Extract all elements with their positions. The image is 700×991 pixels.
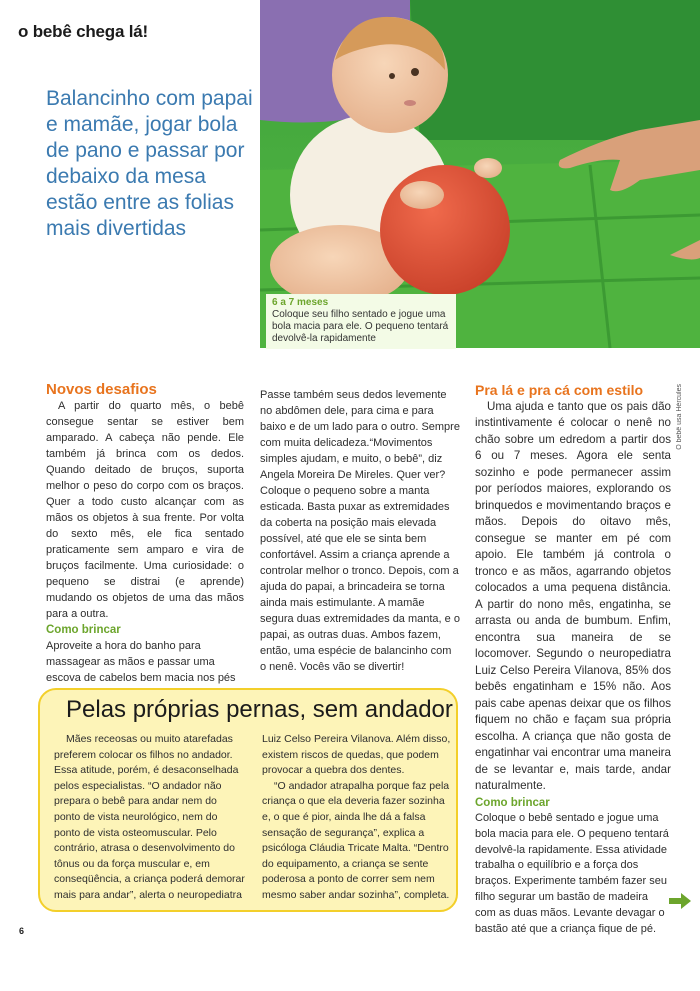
box-column-1 (54, 732, 246, 904)
page-number: 6 (19, 926, 25, 936)
column-1 (46, 382, 244, 702)
column-2-body: Passe também seus dedos levemente no abdômen dele, para cima e para baixo e de um lado para o outro. Sempre com muita delicadeza.“Movimentos simples ajudam, e muito, o bebê”, diz Angela Moreira De Mireles. Quer ver? Coloque o pequeno sobre a manta esticada. Basta puxar as extremidades da coberta na posição mais elevada possível, até que ele se sinta bem confortável. Assim a criança aprende a controlar melhor o tronco. Depois, com a ajuda do papai, a brincadeira se torna ainda mais estimulante. A mamãe segura duas extremidades da manta, e o papai, as outras duas. Ambos fazem, então, uma espécie de balancinho com o nenê. Vocês vão se divertir! (260, 389, 460, 673)
heading-novos-desafios: Novos desafios (46, 381, 157, 398)
heading-pra-la-e-pra-ca: Pra lá e pra cá com estilo (475, 382, 644, 398)
column-3-body: Uma ajuda e tanto que os pais dão instintivamente é colocar o nenê no chão sobre um edredom a partir dos 6 ou 7 meses. Agora ele senta sozinho e pode permanecer assim por períodos maiores, explorando os brinquedos e movimentando braços e mãos. Depois do oitavo mês, consegue se manter em pé com apoio. Ele também já controla o tronco e as mãos, agarrando objetos colocados a uma pequena distância. A partir do nono mês, engatinha, se arrasta ou anda de bumbum. Enfim, encontra sua maneira de se locomover. Segundo o neuropediatra Luiz Celso Pereira Vilanova, 85% dos bebês engatinham e 15% não. Aos pais cabe apenas deixar que os filhos fiquem no chão e façam sua própria escolha. A criança que não gosta de engatinhar vai encontrar uma maneira de se levantar e, mais tarde, andar naturalmente. (475, 399, 671, 792)
photo-caption (266, 294, 456, 349)
right-arrow-icon[interactable] (668, 892, 692, 910)
column-2 (260, 387, 460, 675)
caption-text: Coloque seu filho sentado e jogue uma bola macia para ele. O pequeno tentará devolvê-la rapidamente (272, 309, 449, 344)
section-tag: o bebê chega lá! (18, 22, 149, 41)
caption-title: 6 a 7 meses (272, 297, 329, 308)
lead-text: Balancinho com papai e mamãe, jogar bola de pano e passar por debaixo da mesa estão entre as folias mais divertidas (46, 87, 253, 240)
box-column-2 (262, 732, 454, 904)
box-column-2-p1: Luiz Celso Pereira Vilanova. Além disso, existem riscos de quedas, que podem provocar a quebra dos dentes. (262, 733, 451, 777)
column-3 (475, 382, 671, 937)
tip-heading-1: Como brincar (46, 624, 121, 636)
photo-credit: O bebê usa Hércules (676, 384, 683, 450)
box-title: Pelas próprias pernas, sem andador (66, 696, 453, 723)
column-1-body: A partir do quarto mês, o bebê consegue sentar se estiver bem amparado. A cabeça não pende. Ele também já brinca com os dedos. Quando deitado de bruços, suporta melhor o peso do corpo com os braços. Quer a todo custo alcançar com as mãos os objetos à sua frente. Por volta do sexto mês, ele fica sentado praticamente sem amparo e vira de bruços facilmente. Uma curiosidade: o pequeno se distrai (e aprende) mudando os objetos de uma das mãos para a outra. (46, 400, 244, 620)
box-column-1-body: Mães receosas ou muito atarefadas preferem colocar os filhos no andador. Essa atitude, porém, é desaconselhada pelos especialistas. “O andador não prepara o bebê para andar nem do ponto de vista neurológico, nem do ponto de vista osteomuscular. Pelo contrário, atrasa o desenvolvimento do tônus ou da força muscular e, em conseqüência, a criança poderá demorar mais para andar”, alerta o neuropediatra (54, 733, 245, 901)
tip-body-2: Coloque o bebê sentado e jogue uma bola macia para ele. O pequeno tentará devolvê-la rapidamente. Essa atividade trabalha o equilíbrio e a força dos braços. Experimente também fazer seu filho segurar um bastão de madeira com as duas mãos. Levante devagar o bastão até que a criança fique de pé. (475, 812, 669, 935)
sidebar-box-andador (38, 688, 458, 912)
tip-heading-2: Como brincar (475, 796, 550, 809)
box-column-2-p2: “O andador atrapalha porque faz pela criança o que ela deveria fazer sozinha e, o que é pior, ainda lhe dá a falsa sensação de segurança”, explica a psicóloga Cláudia Tricate Malta. “Dentro do equipamento, a criança se sente poderosa a ponto de correr sem nem mesmo saber andar sozinha”, completa. (262, 779, 450, 901)
tip-body-1: Aproveite a hora do banho para massagear as mãos e passar uma escova de cabelos bem macia nos pés (46, 640, 236, 684)
